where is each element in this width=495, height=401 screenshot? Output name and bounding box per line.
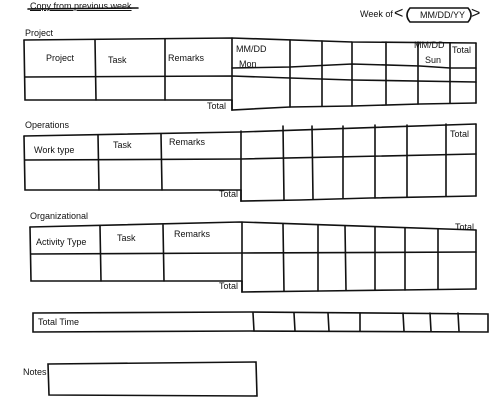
operations-work-type-input-cell[interactable] (26, 161, 97, 189)
copy-previous-week-link[interactable]: Copy from previous week (30, 1, 132, 11)
operations-remarks-column-header: Remarks (169, 137, 206, 147)
project-monday-header: Mon (239, 59, 257, 69)
operations-remarks-input-cell[interactable] (163, 161, 240, 189)
operations-work-type-header: Work type (34, 145, 75, 155)
operations-total-column-header: Total (450, 129, 470, 139)
week-date-field[interactable]: MM/DD/YY (420, 10, 465, 20)
organizational-remarks-input-cell[interactable] (165, 255, 241, 280)
previous-week-arrow-icon[interactable]: < (394, 5, 404, 22)
organizational-task-input-cell[interactable] (102, 255, 162, 280)
project-sunday-header: Sun (425, 55, 442, 65)
organizational-remarks-column-header: Remarks (174, 229, 211, 239)
project-total-column-header: Total (452, 45, 472, 55)
project-start-date-header: MM/DD (236, 44, 267, 54)
operations-task-input-cell[interactable] (100, 161, 160, 189)
project-column-header: Project (46, 53, 75, 63)
organizational-total-column-header: Total (455, 222, 475, 232)
notes-label: Notes (23, 367, 47, 377)
operations-section-title: Operations (25, 120, 70, 130)
week-of-label: Week of (360, 9, 393, 19)
project-remarks-column-header: Remarks (168, 53, 205, 63)
organizational-section-title: Organizational (30, 211, 89, 221)
next-week-arrow-icon[interactable]: > (471, 5, 481, 22)
project-remarks-input-cell[interactable] (166, 78, 231, 99)
organizational-task-column-header: Task (117, 233, 136, 243)
project-total-row-label: Total (207, 101, 227, 111)
organizational-activity-type-header: Activity Type (36, 237, 87, 247)
project-end-date-header: MM/DD (414, 40, 445, 50)
operations-total-row-label: Total (219, 189, 239, 199)
notes-textarea[interactable] (50, 365, 255, 394)
project-input-cell[interactable] (26, 78, 94, 99)
total-time-label: Total Time (38, 317, 80, 327)
project-task-column-header: Task (108, 55, 127, 65)
organizational-total-row-label: Total (219, 281, 239, 291)
project-section-title: Project (25, 28, 54, 38)
project-task-input-cell[interactable] (97, 78, 164, 99)
operations-task-column-header: Task (113, 140, 132, 150)
organizational-activity-type-input-cell[interactable] (32, 255, 99, 280)
